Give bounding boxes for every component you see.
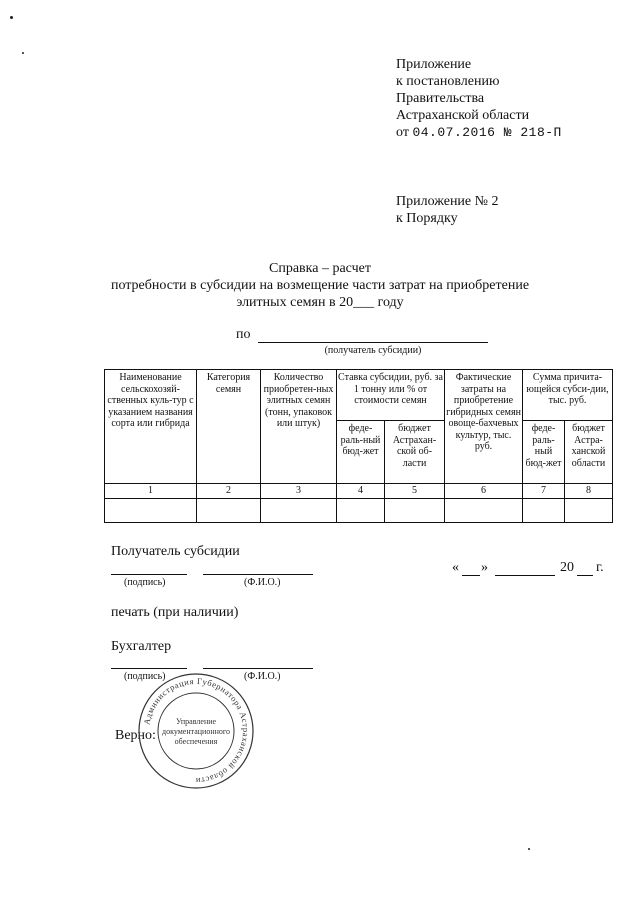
fio-caption: (Ф.И.О.) xyxy=(244,577,281,588)
month-line[interactable] xyxy=(495,575,555,576)
cell-empty-5[interactable] xyxy=(385,498,445,522)
seal-label: печать (при наличии) xyxy=(111,605,239,620)
title-line-3: элитных семян в 20___ году xyxy=(236,295,404,310)
stamp-inner-line-1: Управление xyxy=(175,717,217,726)
scan-speck xyxy=(22,52,24,54)
stamp-seal-icon xyxy=(137,672,255,790)
official-stamp xyxy=(137,672,255,790)
col-number-5: 5 xyxy=(385,484,445,499)
appendix2-line-1: Приложение № 2 xyxy=(396,194,499,209)
cell-empty-8[interactable] xyxy=(565,498,613,522)
recipient-label: Получатель субсидии xyxy=(111,544,240,559)
day-line[interactable] xyxy=(462,575,480,576)
accountant-signature-line[interactable] xyxy=(111,668,187,669)
col-number-2: 2 xyxy=(197,484,261,499)
accountant-fio-caption: (Ф.И.О.) xyxy=(244,671,281,682)
accountant-label: Бухгалтер xyxy=(111,639,172,654)
header-rate-federal: феде-раль-ный бюд-жет xyxy=(337,421,385,484)
decree-date-number: 04.07.2016 № 218-П xyxy=(412,125,562,140)
title-line-2: потребности в субсидии на возмещение части затрат на приобретение xyxy=(110,278,530,293)
year-line[interactable] xyxy=(577,575,593,576)
cell-empty-2[interactable] xyxy=(197,498,261,522)
year-suffix: г. xyxy=(596,560,604,575)
appendix2-line-2: к Порядку xyxy=(396,211,458,226)
header-amount-regional: бюджет Астра-ханской области xyxy=(565,421,613,484)
fio-line[interactable] xyxy=(203,574,313,575)
col-number-3: 3 xyxy=(261,484,337,499)
stamp-inner-line-2: документационного xyxy=(162,727,230,736)
appendix-header xyxy=(396,56,626,141)
date-close-quote: » xyxy=(481,560,488,575)
header-seed-category: Категория семян xyxy=(197,370,261,484)
subsidy-table xyxy=(104,369,613,523)
year-prefix: 20 xyxy=(560,560,574,575)
col-number-4: 4 xyxy=(337,484,385,499)
signature-line[interactable] xyxy=(111,574,187,575)
cell-empty-7[interactable] xyxy=(523,498,565,522)
date-open-quote: « xyxy=(452,560,459,575)
col-number-1: 1 xyxy=(105,484,197,499)
recipient-caption: (получатель субсидии) xyxy=(324,345,422,356)
header-subsidy-amount: Сумма причита-ющейся субси-дии, тыс. руб. xyxy=(523,370,613,421)
recipient-prefix: по xyxy=(236,327,251,342)
scan-speck xyxy=(10,16,13,19)
accountant-fio-line[interactable] xyxy=(203,668,313,669)
table-row-empty xyxy=(105,498,613,522)
document-title xyxy=(0,260,640,311)
appendix-line-3: Правительства xyxy=(396,91,485,106)
title-line-1: Справка – расчет xyxy=(269,261,371,276)
header-seed-quantity: Количество приобретен-ных элитных семян (тонн, упаковок или штук) xyxy=(261,370,337,484)
decree-date-row xyxy=(396,124,626,141)
cell-empty-4[interactable] xyxy=(337,498,385,522)
col-number-8: 8 xyxy=(565,484,613,499)
stamp-inner-line-3: обеспечения xyxy=(174,737,218,746)
accountant-signature-caption: (подпись) xyxy=(124,671,166,682)
header-crop-name: Наименование сельскохозяй-ственных куль-тур с указанием названия сорта или гибрида xyxy=(105,370,197,484)
col-number-7: 7 xyxy=(523,484,565,499)
appendix2-header xyxy=(396,193,626,227)
stamp-outer-text: Администрация Губернатора Астраханской области xyxy=(141,675,252,787)
col-number-6: 6 xyxy=(445,484,523,499)
appendix-line-2: к постановлению xyxy=(396,74,500,89)
header-subsidy-rate: Ставка субсидии, руб. за 1 тонну или % от стоимости семян xyxy=(337,370,445,421)
header-actual-costs: Фактические затраты на приобретение гибридных семян овоще-бахчевых культур, тыс. руб. xyxy=(445,370,523,484)
header-amount-federal: феде-раль-ный бюд-жет xyxy=(523,421,565,484)
cell-empty-6[interactable] xyxy=(445,498,523,522)
appendix-line-1: Приложение xyxy=(396,57,472,72)
header-rate-regional: бюджет Астрахан-ской об-ласти xyxy=(385,421,445,484)
cell-empty-3[interactable] xyxy=(261,498,337,522)
date-prefix: от xyxy=(396,125,409,140)
signature-caption: (подпись) xyxy=(124,577,166,588)
recipient-line[interactable] xyxy=(258,342,488,343)
appendix-line-4: Астраханской области xyxy=(396,108,530,123)
cell-empty-1[interactable] xyxy=(105,498,197,522)
scan-speck xyxy=(528,848,530,850)
verno-label: Верно: xyxy=(115,728,156,743)
